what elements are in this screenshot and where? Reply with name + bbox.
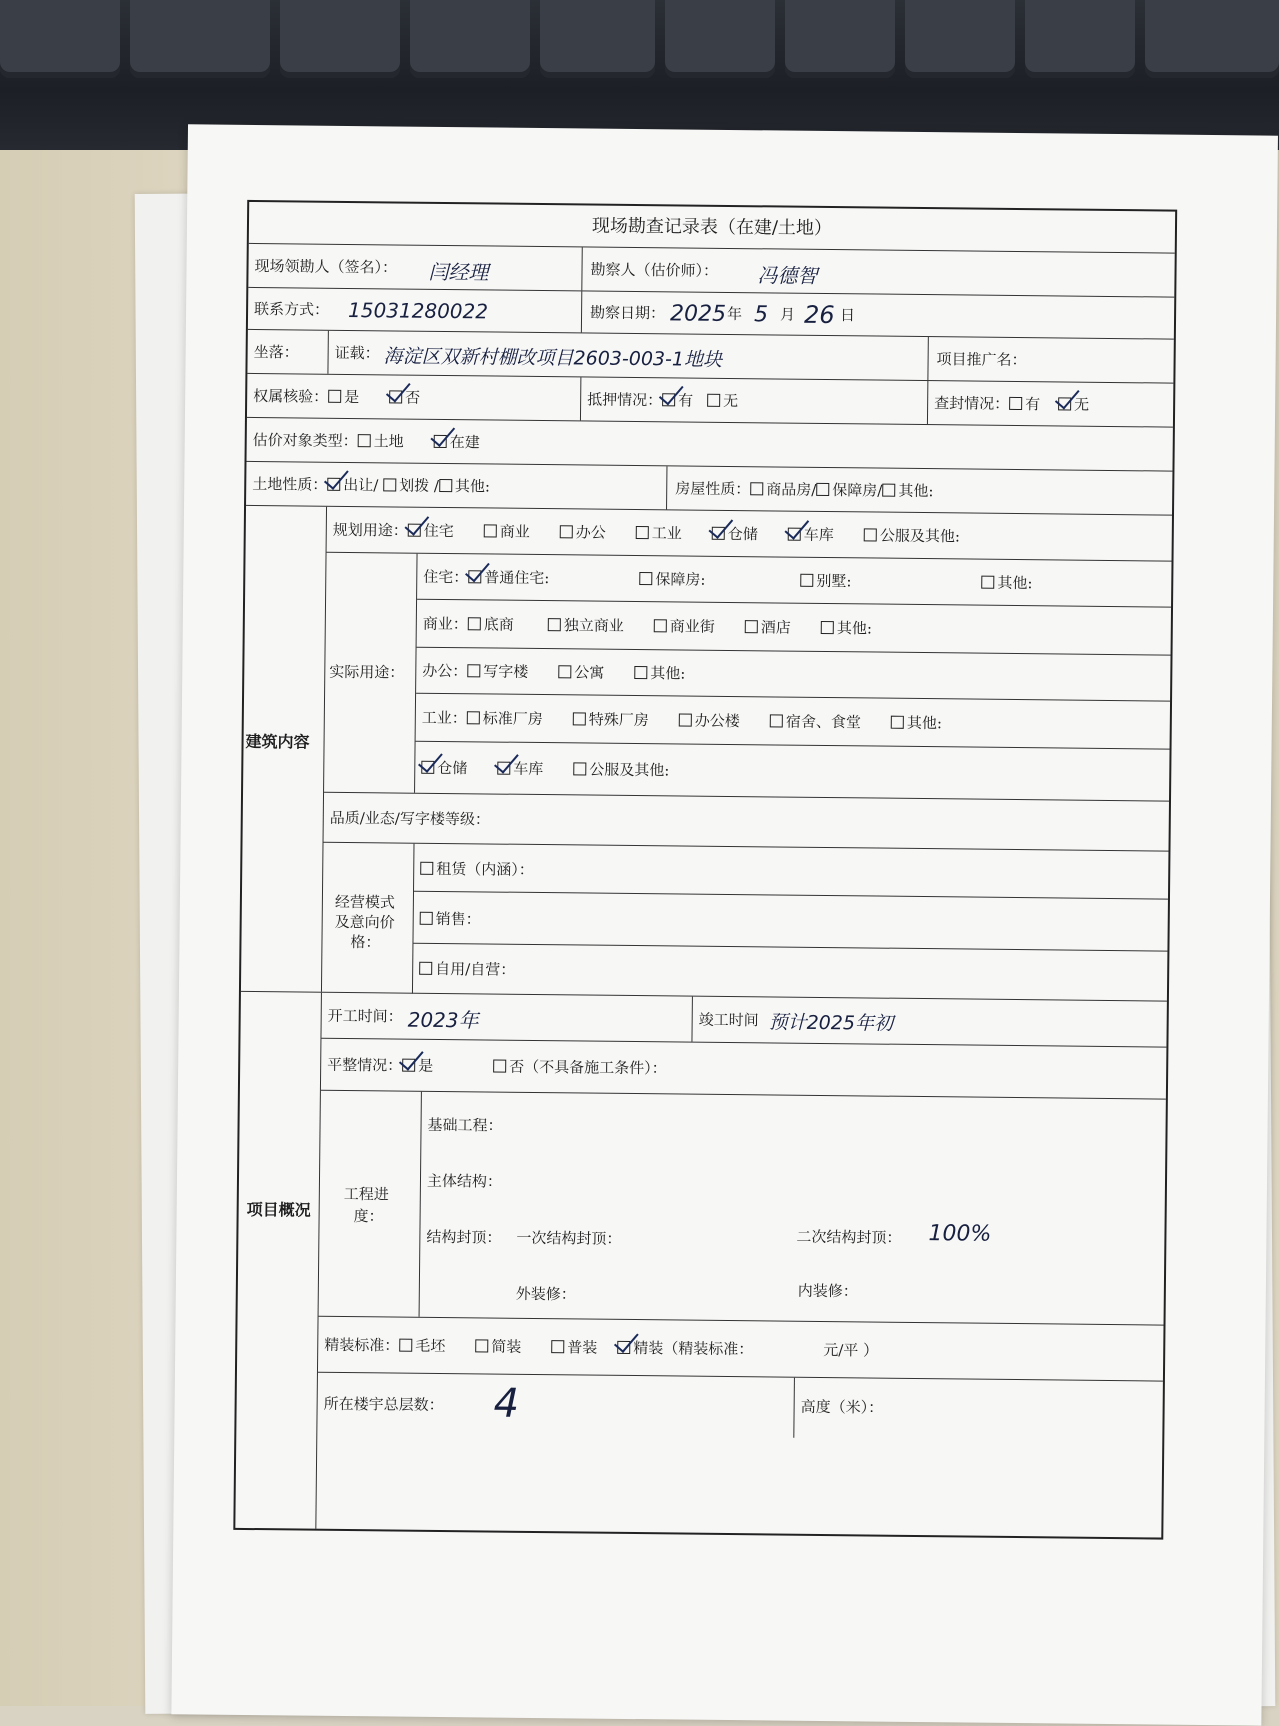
level-label: 平整情况： (327, 1055, 403, 1075)
start-value: 2023年 (407, 1007, 479, 1033)
topping2-value: 100% (928, 1221, 992, 1247)
checkbox-house-commercial[interactable] (750, 482, 763, 495)
checkbox-plan-public[interactable] (864, 528, 877, 541)
checkbox-ind-dorm[interactable] (770, 714, 783, 727)
cert-cell (327, 331, 923, 380)
date-cell (581, 291, 1174, 338)
keyboard-key (665, 0, 775, 78)
project-overview-label: 项目概况 (246, 1199, 311, 1220)
ownership-label-text: 权属核验： (253, 386, 329, 406)
checkbox-com-street[interactable] (654, 619, 667, 632)
promo-cell (927, 337, 1173, 383)
object-land-label: 土地 (373, 432, 404, 451)
surveyor-value: 冯德智 (757, 263, 818, 288)
promo-label: 项目推广名： (936, 350, 1027, 370)
actual-use-section (324, 553, 1171, 802)
industrial-group (421, 708, 943, 733)
contact-label: 联系方式： (254, 299, 330, 319)
object-label: 估价对象类型： (252, 430, 358, 451)
mode-self-row (413, 944, 1167, 1002)
checkbox-mortgage-yes[interactable] (662, 393, 675, 406)
keyboard-key (905, 0, 1015, 78)
com-opt-retail: 底商 (483, 615, 514, 634)
house-opt3-label: 其他: (898, 481, 934, 501)
plan-opt-garage: 车库 (803, 525, 834, 545)
checkbox-off-apartment[interactable] (558, 665, 571, 678)
checkbox-ind-office[interactable] (679, 713, 692, 726)
actual-commercial-row (417, 600, 1171, 656)
plan-opt-commercial: 商业 (499, 522, 530, 541)
checkbox-plan-garage[interactable] (788, 528, 801, 541)
plan-opt-office: 办公 (575, 523, 606, 542)
mode-label-2: 及意向价 (334, 912, 395, 932)
checkbox-res-other[interactable] (981, 576, 994, 589)
land-nature-group (252, 474, 491, 496)
checkbox-ind-special[interactable] (573, 712, 586, 725)
keyboard-key (785, 0, 895, 78)
checkbox-ownership-yes[interactable] (328, 390, 341, 403)
land-opt1-label: 出让/ (343, 475, 379, 495)
checkbox-seal-no[interactable] (1058, 397, 1071, 410)
start-label: 开工时间： (327, 1006, 403, 1026)
main-structure-label: 主体结构： (426, 1171, 503, 1191)
seal-label: 查封情况： (934, 394, 1010, 413)
mortgage-label: 抵押情况： (587, 390, 663, 410)
checkbox-land-other[interactable] (439, 479, 452, 492)
project-overview-section (235, 992, 1167, 1538)
house-nature-group (675, 481, 933, 499)
finish-opt-raw: 毛坯 (415, 1336, 446, 1356)
mode-self-group (419, 959, 516, 979)
actual-residential-row (417, 554, 1171, 608)
quality-row (324, 793, 1169, 852)
keyboard-key (0, 0, 120, 78)
finish-opt-unit: 元/平 ） (823, 1341, 879, 1360)
misc-opt-public: 公服及其他: (589, 760, 670, 780)
checkbox-mortgage-no[interactable] (707, 394, 720, 407)
checkbox-object-land[interactable] (358, 434, 371, 447)
exterior-label: 外装修： (515, 1284, 576, 1304)
res-opt-ordinary: 普通住宅: (484, 568, 550, 588)
height-label: 高度（米）： (800, 1397, 884, 1417)
survey-form-table (233, 200, 1177, 1540)
plan-opt-industrial: 工业 (651, 524, 682, 543)
checkbox-level-no[interactable] (493, 1060, 506, 1073)
checkbox-misc-public[interactable] (573, 762, 586, 775)
house-opt2-label: 保障房/ (832, 481, 883, 500)
keyboard-key (1145, 0, 1279, 78)
plan-label: 规划用途： (332, 520, 408, 540)
ownership-label (253, 386, 421, 407)
finish-opt-simple: 简装 (491, 1337, 522, 1356)
off-opt-other: 其他: (650, 664, 686, 683)
land-opt3-label: 其他: (454, 477, 491, 496)
building-content-body (321, 507, 1172, 1001)
keyboard-key (540, 0, 655, 78)
object-building-label: 在建 (449, 433, 480, 452)
mode-self-label: 自用/自营： (435, 959, 516, 979)
misc-opt-storage: 仓储 (437, 758, 468, 778)
surveyor-label: 勘察人（估价师）： (590, 260, 719, 280)
floors-label: 所在楼宇总层数： (323, 1394, 444, 1415)
plan-opt-public: 公服及其他: (879, 526, 961, 546)
keyboard-key (1025, 0, 1135, 78)
mode-sale-group (420, 909, 481, 929)
com-opt-hotel: 酒店 (760, 618, 791, 637)
checkbox-misc-garage[interactable] (497, 762, 510, 775)
checkbox-object-building[interactable] (434, 435, 447, 448)
ind-opt-office: 办公楼 (694, 711, 740, 731)
progress-label-2: 度： (353, 1207, 384, 1226)
checkbox-com-hotel[interactable] (745, 620, 758, 633)
checkbox-com-retail[interactable] (468, 617, 481, 630)
mode-rent-label: 租赁（内涵）： (436, 859, 534, 879)
ind-label: 工业： (421, 708, 467, 728)
date-day: 26 (803, 300, 835, 330)
ownership-yes-label: 是 (344, 387, 360, 407)
building-content-section (241, 506, 1172, 1002)
keyboard-key (280, 0, 400, 78)
keyboard-key (410, 0, 530, 78)
progress-section (319, 1091, 1166, 1326)
leveling-row (321, 1039, 1166, 1100)
checkbox-ind-standard[interactable] (467, 711, 480, 724)
checkbox-house-other[interactable] (882, 484, 895, 497)
mode-label-1: 经营模式 (334, 892, 396, 912)
cert-label: 证载： (334, 343, 380, 363)
finish-standard-group (324, 1335, 879, 1360)
ind-opt-dorm: 宿舍、食堂 (785, 712, 861, 732)
mortgage-yes-label: 有 (678, 391, 694, 410)
actual-industrial-row (416, 694, 1170, 750)
mode-rent-row (414, 844, 1168, 900)
com-label: 商业： (422, 614, 468, 634)
quality-label: 品质/业态/写字楼等级： (329, 808, 490, 829)
checkbox-finish-fine[interactable] (617, 1341, 630, 1354)
actual-use-body (414, 554, 1171, 801)
checkbox-mode-self[interactable] (419, 962, 432, 975)
mode-label-3: 格： (350, 933, 381, 952)
topping-label: 结构封顶： (426, 1227, 502, 1247)
floors-row (317, 1373, 1163, 1442)
checkbox-com-other[interactable] (821, 621, 834, 634)
business-mode-section (322, 843, 1169, 1002)
cert-value: 海淀区双新村棚改项目2603-003-1地块 (383, 345, 723, 371)
date-month-unit: 月 (779, 305, 796, 324)
seal-group (934, 396, 1089, 413)
level-no-label: 否（不具备施工条件）： (509, 1057, 667, 1078)
checkbox-land-transfer[interactable] (327, 478, 340, 491)
keyboard-key (130, 0, 270, 78)
level-yes-label: 是 (418, 1056, 434, 1075)
actual-use-label: 实际用途： (329, 662, 405, 682)
height-cell (793, 1378, 1163, 1442)
checkbox-plan-industrial[interactable] (636, 526, 649, 539)
checkbox-seal-yes[interactable] (1009, 397, 1022, 410)
checkbox-house-affordable[interactable] (816, 483, 829, 496)
checkbox-misc-storage[interactable] (421, 761, 434, 774)
mode-rent-group (420, 859, 534, 879)
location-label: 坐落： (253, 342, 299, 362)
progress-label-1: 工程进 (343, 1184, 389, 1204)
date-year-unit: 年 (726, 304, 743, 324)
res-label: 住宅： (423, 567, 469, 587)
checkbox-ownership-no[interactable] (389, 390, 402, 403)
actual-office-row (416, 648, 1170, 702)
date-label: 勘察日期： (589, 303, 666, 323)
checkbox-com-standalone[interactable] (548, 618, 561, 631)
off-label: 办公： (422, 661, 468, 681)
checkbox-plan-residential[interactable] (408, 524, 421, 537)
house-opt1-label: 商品房/ (766, 480, 817, 499)
office-group (422, 661, 686, 683)
misc-opt-garage: 车库 (513, 759, 544, 779)
project-overview-body (315, 993, 1167, 1538)
interior-label: 内装修： (797, 1281, 858, 1301)
finish-cell (691, 997, 1166, 1047)
checkbox-finish-normal[interactable] (551, 1340, 564, 1353)
mode-sale-row (413, 892, 1168, 952)
com-opt-standalone: 独立商业 (563, 616, 624, 635)
building-content-label: 建筑内容 (245, 731, 310, 752)
res-opt-villa: 别墅: (816, 571, 852, 591)
ind-opt-special: 特殊厂房 (588, 710, 649, 730)
checkbox-mode-rent[interactable] (420, 862, 433, 875)
checkbox-plan-office[interactable] (560, 525, 573, 538)
foundation-label: 基础工程： (427, 1115, 503, 1135)
topping1-label: 一次结构封顶： (516, 1228, 622, 1248)
mortgage-group (587, 392, 738, 409)
land-opt2-label: 划拨 / (399, 476, 440, 495)
seal-yes-label: 有 (1025, 395, 1041, 414)
checkbox-ind-other[interactable] (891, 716, 904, 729)
off-opt-tower: 写字楼 (483, 662, 529, 681)
checkbox-mode-sale[interactable] (420, 912, 433, 925)
seal-no-label: 无 (1074, 395, 1090, 414)
date-month: 5 (753, 302, 769, 328)
topping2-label: 二次结构封顶： (796, 1227, 902, 1247)
checkbox-res-affordable[interactable] (639, 572, 652, 585)
mortgage-cell (580, 377, 923, 424)
com-opt-street: 商业街 (669, 617, 715, 636)
finish-opt-fine: 精装（精装标准： (633, 1339, 754, 1359)
checkbox-finish-simple[interactable] (475, 1339, 488, 1352)
finish-std-label: 精装标准： (324, 1335, 400, 1355)
form-title: 现场勘查记录表（在建/土地） (591, 215, 833, 240)
off-opt-apartment: 公寓 (574, 663, 605, 682)
checkbox-level-yes[interactable] (402, 1059, 415, 1072)
date-year: 2025 (669, 301, 727, 327)
plan-opt-residential: 住宅 (423, 521, 454, 541)
house-nature-cell (666, 466, 1172, 514)
ind-opt-other: 其他: (906, 713, 943, 733)
finish-label: 竣工时间 (698, 1010, 759, 1030)
checkbox-plan-commercial[interactable] (484, 524, 497, 537)
date-day-unit: 日 (839, 306, 856, 325)
surveyor-cell (581, 247, 1174, 296)
checkbox-land-allocate[interactable] (383, 478, 396, 491)
ownership-no-label: 否 (405, 388, 421, 407)
finish-opt-normal: 普装 (567, 1338, 598, 1357)
checkbox-off-other[interactable] (634, 666, 647, 679)
seal-cell (927, 381, 1173, 427)
contact-value: 15031280022 (347, 297, 489, 324)
res-opt-other: 其他: (997, 573, 1033, 593)
checkbox-off-tower[interactable] (467, 664, 480, 677)
commercial-group (422, 614, 873, 638)
object-type-group (252, 430, 480, 452)
res-opt-affordable: 保障房: (655, 570, 706, 589)
mode-sale-label: 销售： (435, 909, 481, 929)
checkbox-res-villa[interactable] (800, 574, 813, 587)
progress-body (419, 1092, 1166, 1325)
floors-value: 4 (493, 1380, 520, 1427)
lead-label: 现场领勘人（签名）： (254, 256, 398, 277)
plan-use-group (332, 520, 961, 546)
checkbox-plan-storage[interactable] (712, 527, 725, 540)
checkbox-res-ordinary[interactable] (468, 570, 481, 583)
mortgage-no-label: 无 (723, 391, 739, 411)
land-label: 土地性质： (252, 474, 328, 494)
checkbox-finish-raw[interactable] (399, 1339, 412, 1352)
residential-group (423, 567, 1033, 593)
ind-opt-standard: 标准厂房 (482, 709, 543, 729)
house-label: 房屋性质： (675, 479, 751, 499)
leveling-group (327, 1055, 667, 1078)
survey-form-paper (171, 124, 1278, 1725)
actual-misc-row (415, 742, 1170, 802)
plan-opt-storage: 仓储 (727, 524, 758, 544)
lead-value: 闫经理 (428, 259, 489, 285)
business-mode-body (412, 844, 1169, 1002)
misc-group (421, 758, 670, 780)
com-opt-other: 其他: (836, 619, 873, 638)
finish-standard-row (318, 1317, 1164, 1382)
finish-value: 预计2025年初 (768, 1011, 894, 1035)
